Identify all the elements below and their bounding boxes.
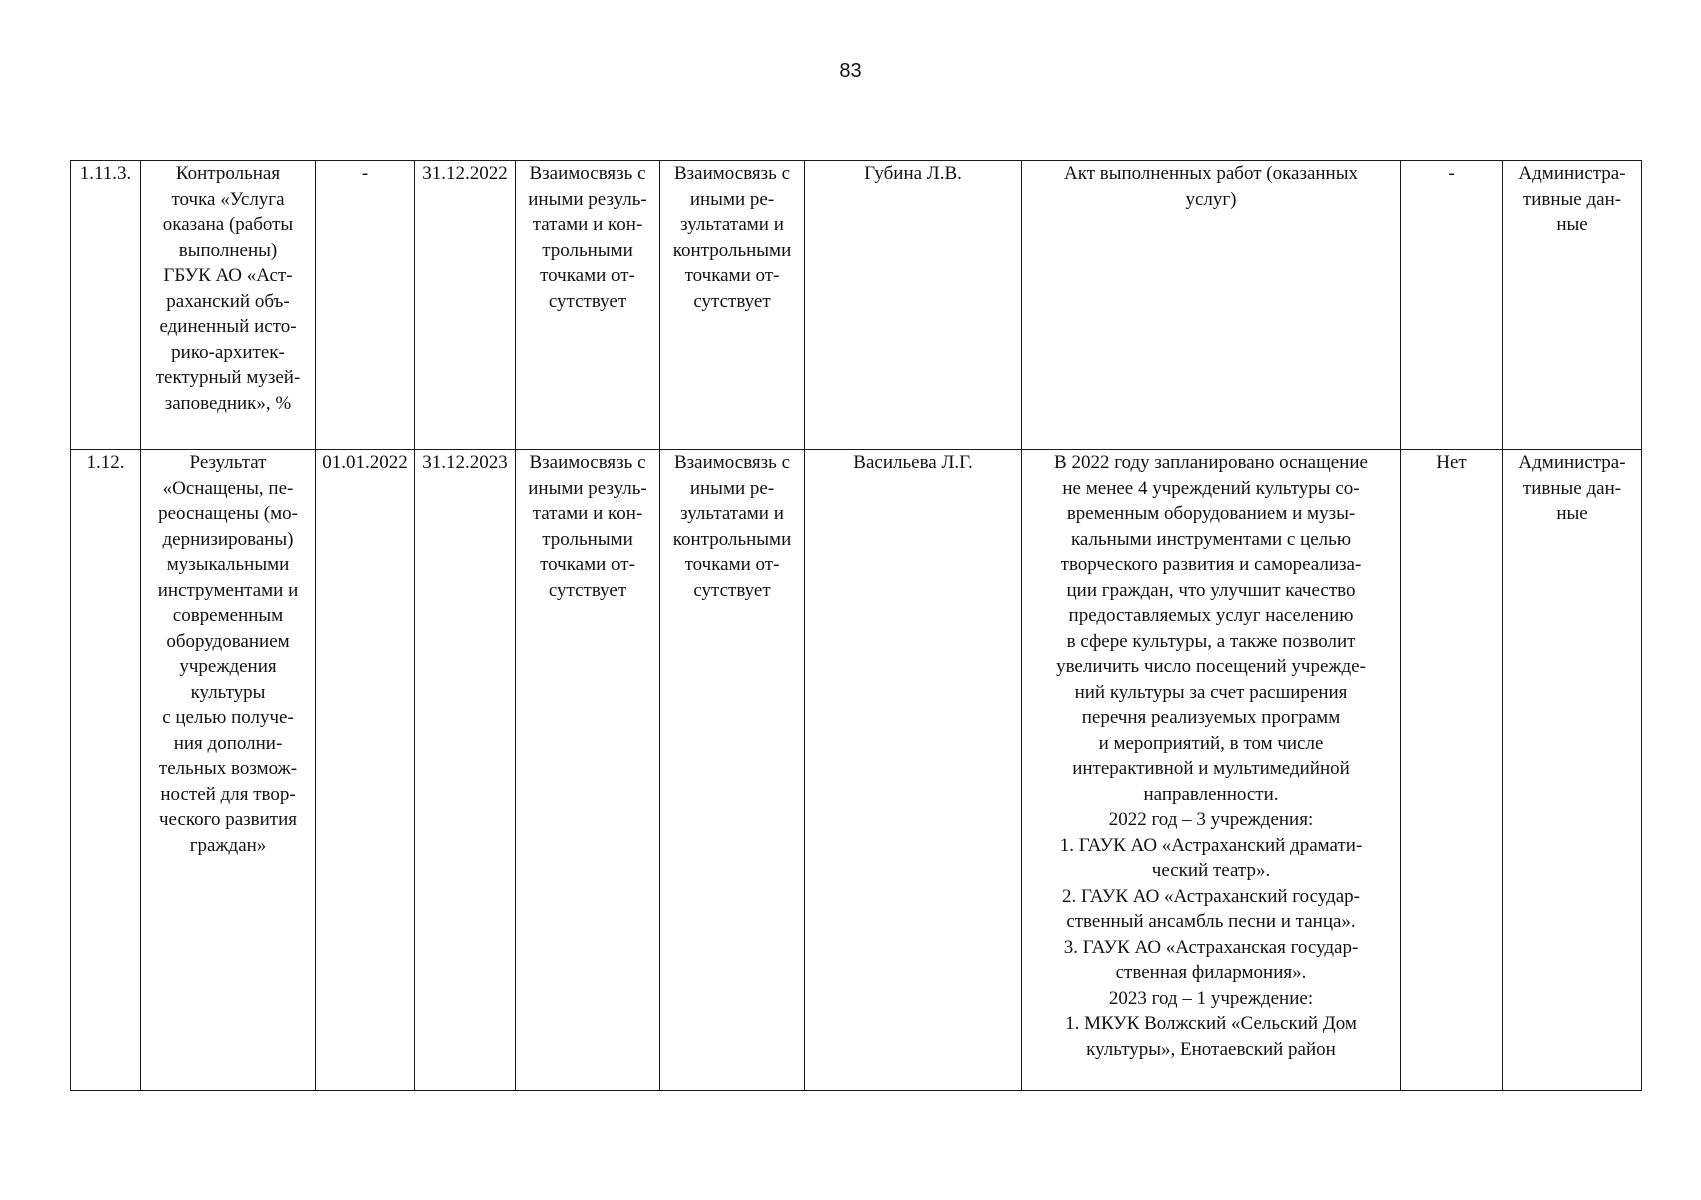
data-source: Администра- тивные дан- ные	[1503, 450, 1642, 1091]
plan-table	[70, 160, 1642, 1091]
table-row	[71, 450, 1642, 1091]
responsible-person: Губина Л.В.	[805, 161, 1022, 450]
data-source: Администра- тивные дан- ные	[1503, 161, 1642, 450]
status-flag: -	[1401, 161, 1503, 450]
relationship-prev: Взаимосвязь с иными резуль- татами и кон- трольными точками от- сутствует	[516, 161, 660, 450]
row-number: 1.12.	[71, 450, 141, 1091]
relationship-next: Взаимосвязь с иными ре- зультатами и контрольными точками от- сутствует	[660, 450, 805, 1091]
start-date: 01.01.2022	[316, 450, 415, 1091]
description: Акт выполненных работ (оказанных услуг)	[1022, 161, 1401, 450]
table-row	[71, 161, 1642, 450]
page-number: 83	[839, 60, 862, 82]
description: В 2022 году запланировано оснащение не менее 4 учреждений культуры со- временным оборудованием и музы- кальными инструментами с целью творческого развития и самореализа- ции граждан, что улучшит качество предоставляемых услуг населению в сфере культуры, а также позволит увеличить число посещений учрежде- ний культуры за счет расширения перечня реализуемых программ и мероприятий, в том числе интерактивной и мультимедийной направленности. 2022 год – 3 учреждения: 1. ГАУК АО «Астраханский драмати- ческий театр». 2. ГАУК АО «Астраханский государ- ственный ансамбль песни и танца». 3. ГАУК АО «Астраханская государ- ственная филармония». 2023 год – 1 учреждение: 1. МКУК Волжский «Сельский Дом культуры», Енотаевский район	[1022, 450, 1401, 1091]
responsible-person: Васильева Л.Г.	[805, 450, 1022, 1091]
row-number: 1.11.3.	[71, 161, 141, 450]
end-date: 31.12.2023	[415, 450, 516, 1091]
row-name: Контрольная точка «Услуга оказана (работы выполнены) ГБУК АО «Аст- раханский объ- единенный исто- рико-архитек- тектурный музей- заповедник», %	[141, 161, 316, 450]
end-date: 31.12.2022	[415, 161, 516, 450]
status-flag: Нет	[1401, 450, 1503, 1091]
relationship-prev: Взаимосвязь с иными резуль- татами и кон- трольными точками от- сутствует	[516, 450, 660, 1091]
relationship-next: Взаимосвязь с иными ре- зультатами и контрольными точками от- сутствует	[660, 161, 805, 450]
start-date: -	[316, 161, 415, 450]
row-name: Результат «Оснащены, пе- реоснащены (мо- дернизированы) музыкальными инструментами и современным оборудованием учреждения культуры с целью получе- ния дополни- тельных возмож- ностей для твор- ческого развития граждан»	[141, 450, 316, 1091]
